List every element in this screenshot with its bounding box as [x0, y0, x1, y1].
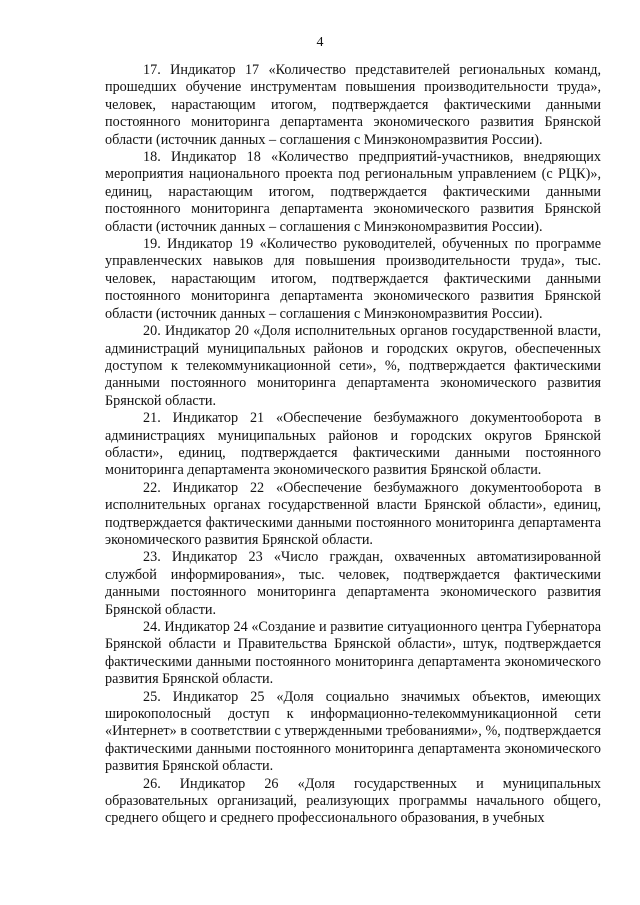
paragraph-indicator-24: 24. Индикатор 24 «Создание и развитие ситуационного центра Губернатора Брянской области и Правительства Брянской области», штук, подтверждается фактическими данными постоянного мониторинга департамента экономического развития Брянской области. [105, 619, 601, 688]
paragraph-indicator-19: 19. Индикатор 19 «Количество руководителей, обученных по программе управленческих навыков для повышения производительности труда», тыс. человек, нарастающим итогом, подтверждается фактическими данными постоянного мониторинга департамента экономического развития Брянской области (источник данных – соглашения с Минэкономразвития России). [105, 236, 601, 322]
paragraph-indicator-18: 18. Индикатор 18 «Количество предприятий-участников, внедряющих мероприятия национального проекта под региональным управлением (с РЦК)», единиц, нарастающим итогом, подтверждается фактическими данными постоянного мониторинга департамента экономического развития Брянской области (источник данных – соглашения с Минэкономразвития России). [105, 149, 601, 235]
paragraph-indicator-22: 22. Индикатор 22 «Обеспечение безбумажного документооборота в исполнительных органах государственной власти Брянской области», единиц, подтверждается фактическими данными постоянного мониторинга департамента экономического развития Брянской области. [105, 479, 601, 548]
paragraph-indicator-25: 25. Индикатор 25 «Доля социально значимых объектов, имеющих широкополосный доступ к информационно-телекоммуникационной сети «Интернет» в соответствии с утвержденными требованиями», %, подтверждается фактическими данными постоянного мониторинга департамента экономического развития Брянской области. [105, 688, 601, 775]
page-number: 4 [316, 35, 324, 50]
paragraph-indicator-21: 21. Индикатор 21 «Обеспечение безбумажного документооборота в администрациях муниципальных районов и городских округов Брянской области», единиц, подтверждается фактическими данными постоянного мониторинга департамента экономического развития Брянской области. [105, 410, 601, 479]
paragraph-indicator-26: 26. Индикатор 26 «Доля государственных и муниципальных образовательных организаций, реализующих программы начального общего, среднего общего и среднего профессионального образования, в учебных [105, 775, 601, 827]
paragraph-indicator-20: 20. Индикатор 20 «Доля исполнительных органов государственной власти, администраций муниципальных районов и городских округов, обеспеченных доступом к телекоммуникационной сети», %, подтверждается фактическими данными постоянного мониторинга департамента экономического развития Брянской области. [105, 323, 601, 409]
paragraph-indicator-23: 23. Индикатор 23 «Число граждан, охваченных автоматизированной службой информирования», тыс. человек, подтверждается фактическими данными постоянного мониторинга департамента экономического развития Брянской области. [105, 549, 601, 618]
paragraph-indicator-17: 17. Индикатор 17 «Количество представителей региональных команд, прошедших обучение инструментам повышения производительности труда», человек, нарастающим итогом, подтверждается фактическими данными постоянного мониторинга департамента экономического развития Брянской области (источник данных – соглашения с Минэкономразвития России). [105, 62, 601, 148]
document-body [105, 62, 601, 828]
